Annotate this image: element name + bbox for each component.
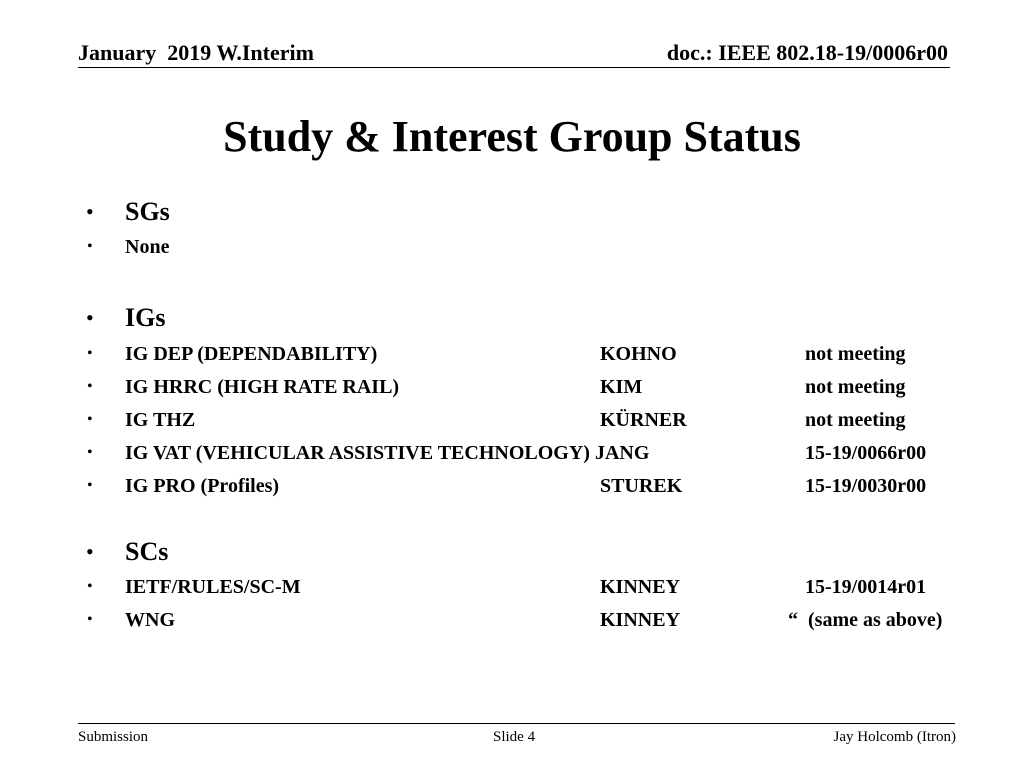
item-name: IG DEP (DEPENDABILITY) <box>125 343 378 365</box>
footer-author: Jay Holcomb (Itron) <box>833 729 956 745</box>
slide-title: Study & Interest Group Status <box>223 112 801 161</box>
item-status: 15-19/0030r00 <box>805 475 927 497</box>
scs-bullet-icon: • <box>86 539 94 564</box>
item-name: WNG <box>125 609 175 631</box>
footer-divider <box>78 723 955 724</box>
item-chair: KINNEY <box>600 576 681 598</box>
igs-bullet-icon: • <box>86 305 94 330</box>
item-name: IG VAT (VEHICULAR ASSISTIVE TECHNOLOGY) JANG <box>125 442 650 464</box>
sgs-bullet-icon: • <box>86 199 94 224</box>
header-date-meeting: January 2019 W.Interim <box>78 40 314 65</box>
item-status: not meeting <box>805 409 906 431</box>
list-item <box>0 607 1024 633</box>
bullet-icon: • <box>87 611 93 628</box>
list-item <box>0 440 1024 466</box>
item-name: IG THZ <box>125 409 196 431</box>
bullet-icon: • <box>87 578 93 595</box>
header-doc-number: doc.: IEEE 802.18-19/0006r00 <box>666 40 948 65</box>
item-name: IG HRRC (HIGH RATE RAIL) <box>125 376 400 398</box>
item-status: “ (same as above) <box>788 609 943 631</box>
footer-submission: Submission <box>78 729 149 745</box>
list-item <box>0 473 1024 499</box>
item-status: 15-19/0066r00 <box>805 442 927 464</box>
item-status: 15-19/0014r01 <box>805 576 927 598</box>
item-chair: KINNEY <box>600 609 681 631</box>
item-chair: KOHNO <box>600 343 677 365</box>
bullet-icon: • <box>87 477 93 494</box>
item-chair: KIM <box>600 376 643 398</box>
list-item <box>0 574 1024 600</box>
item-chair: KÜRNER <box>600 409 687 431</box>
item-status: not meeting <box>805 376 906 398</box>
list-item <box>0 374 1024 400</box>
list-item <box>0 234 1024 260</box>
bullet-icon: • <box>87 444 93 461</box>
igs-section-title: IGs <box>125 303 166 332</box>
item-name: IG PRO (Profiles) <box>125 475 280 497</box>
bullet-icon: • <box>87 378 93 395</box>
header-divider <box>78 67 950 68</box>
item-status: not meeting <box>805 343 906 365</box>
item-name: IETF/RULES/SC-M <box>125 576 301 598</box>
bullet-icon: • <box>87 345 93 362</box>
item-chair: STUREK <box>600 475 683 497</box>
footer-slide-number: Slide 4 <box>493 729 536 745</box>
scs-section-title: SCs <box>125 537 169 566</box>
list-item <box>0 407 1024 433</box>
bullet-icon: • <box>87 238 93 255</box>
item-name: None <box>125 236 170 258</box>
sgs-section-title: SGs <box>125 197 170 226</box>
bullet-icon: • <box>87 411 93 428</box>
list-item <box>0 341 1024 367</box>
